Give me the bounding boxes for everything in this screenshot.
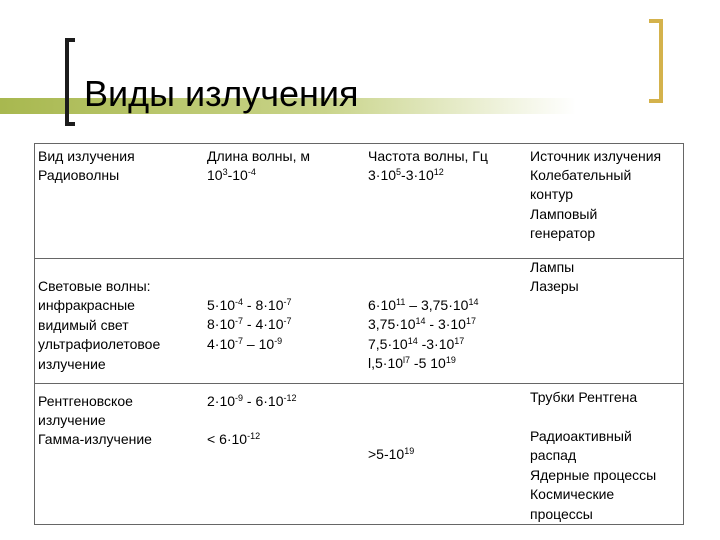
value-text: – 10 xyxy=(243,335,275,352)
value-text: 7,5·10 xyxy=(368,335,408,352)
exponent: -4 xyxy=(247,167,256,177)
exponent: -9 xyxy=(274,335,283,346)
header-type: Вид излучения xyxy=(38,148,135,164)
value-text: >5-10 xyxy=(368,446,405,462)
value-text: -5 10 xyxy=(410,355,446,372)
exponent: l7 xyxy=(403,355,411,366)
value-text: 10 xyxy=(207,167,223,183)
cell-line xyxy=(368,296,478,315)
cell-line: излучение xyxy=(38,412,106,429)
cell-line xyxy=(207,430,260,449)
exponent: 12 xyxy=(433,167,444,177)
cell-line xyxy=(207,166,256,185)
value-text: - 8·10 xyxy=(243,297,284,313)
cell-frequency xyxy=(368,296,478,374)
cell-type xyxy=(38,430,152,449)
exponent: -7 xyxy=(235,335,244,346)
cell-line xyxy=(368,315,478,334)
exponent: 14 xyxy=(407,335,418,346)
slide-title: Виды излучения xyxy=(84,73,359,114)
value-text: -3·10 xyxy=(417,335,455,352)
exponent: 19 xyxy=(445,355,456,366)
row-divider-2 xyxy=(34,383,684,384)
value-text: < 6·10 xyxy=(207,431,248,447)
cell-source xyxy=(530,258,579,297)
value-text: 6·10 xyxy=(368,297,397,313)
exponent: 14 xyxy=(415,316,426,327)
cell-line: Гамма-излучение xyxy=(38,431,152,447)
cell-line xyxy=(207,392,297,411)
value-text: - 3·10 xyxy=(425,316,466,333)
cell-line xyxy=(207,315,292,334)
exponent: 3 xyxy=(222,167,228,177)
exponent: 17 xyxy=(454,335,465,346)
cell-line xyxy=(207,296,292,315)
row-divider-1 xyxy=(34,258,684,259)
cell-line xyxy=(207,335,292,354)
cell-wavelength xyxy=(207,296,292,354)
value-text: - 6·10 xyxy=(243,393,284,409)
cell-source xyxy=(530,427,656,524)
value-text: 5·10 xyxy=(207,297,236,313)
cell-line: Лампы xyxy=(530,259,575,275)
cell-type xyxy=(38,166,119,185)
cell-type xyxy=(38,277,160,374)
cell-line: ультрафиолетовое xyxy=(38,336,161,353)
cell-frequency xyxy=(368,445,414,464)
cell-line: Радиоактивный xyxy=(530,428,632,444)
value-text: -10 xyxy=(227,167,248,183)
cell-line: излучение xyxy=(38,355,106,372)
exponent: 5 xyxy=(396,167,402,177)
exponent: -7 xyxy=(283,316,292,327)
title-right-bracket xyxy=(649,19,663,103)
cell-type xyxy=(38,392,133,431)
exponent: -7 xyxy=(283,297,292,307)
title-left-bracket xyxy=(65,38,75,126)
cell-wavelength xyxy=(207,430,260,449)
exponent: -9 xyxy=(235,393,244,403)
cell-source xyxy=(530,166,631,244)
value-text: 3,75·10 xyxy=(368,316,416,333)
value-text: 8·10 xyxy=(207,316,236,333)
value-text: 3·10 xyxy=(368,167,397,183)
value-text: 2·10 xyxy=(207,393,236,409)
cell-line xyxy=(368,335,478,354)
cell-line: видимый свет xyxy=(38,316,129,333)
cell-line: генератор xyxy=(530,225,596,242)
value-text: l,5·10 xyxy=(368,355,404,372)
cell-line xyxy=(368,354,478,373)
exponent: -7 xyxy=(235,316,244,327)
cell-line: Рентгеновское xyxy=(38,393,133,409)
header-source: Источник излучения xyxy=(530,148,662,164)
cell-line: Ядерные процессы xyxy=(530,466,657,483)
cell-line: Трубки Рентгена xyxy=(530,389,638,405)
cell-line: Лазеры xyxy=(530,278,579,295)
cell-line: Колебательный xyxy=(530,167,632,183)
value-text: - 4·10 xyxy=(243,316,284,333)
value-text: -3·10 xyxy=(401,167,434,183)
exponent: -12 xyxy=(247,431,261,441)
cell-line xyxy=(368,166,444,185)
value-text: 4·10 xyxy=(207,335,236,352)
cell-wavelength xyxy=(207,166,256,185)
exponent: 14 xyxy=(468,297,479,307)
value-text: – 3,75·10 xyxy=(405,297,469,313)
cell-line xyxy=(368,445,414,464)
header-wavelength: Длина волны, м xyxy=(207,148,311,164)
cell-wavelength xyxy=(207,392,297,411)
exponent: 19 xyxy=(404,446,415,456)
cell-line: Световые волны: xyxy=(38,278,151,294)
header-frequency: Частота волны, Гц xyxy=(368,148,488,164)
cell-frequency xyxy=(368,166,444,185)
cell-line: Космические xyxy=(530,486,615,503)
cell-line: Ламповый xyxy=(530,205,598,222)
cell-line: инфракрасные xyxy=(38,297,135,314)
exponent: -12 xyxy=(283,393,297,403)
cell-line: распад xyxy=(530,447,577,464)
exponent: 11 xyxy=(396,297,406,307)
cell-line: Радиоволны xyxy=(38,167,120,183)
exponent: -4 xyxy=(235,297,244,307)
cell-line: контур xyxy=(530,186,573,203)
exponent: 17 xyxy=(465,316,476,327)
cell-source xyxy=(530,388,637,407)
cell-line: процессы xyxy=(530,505,593,522)
